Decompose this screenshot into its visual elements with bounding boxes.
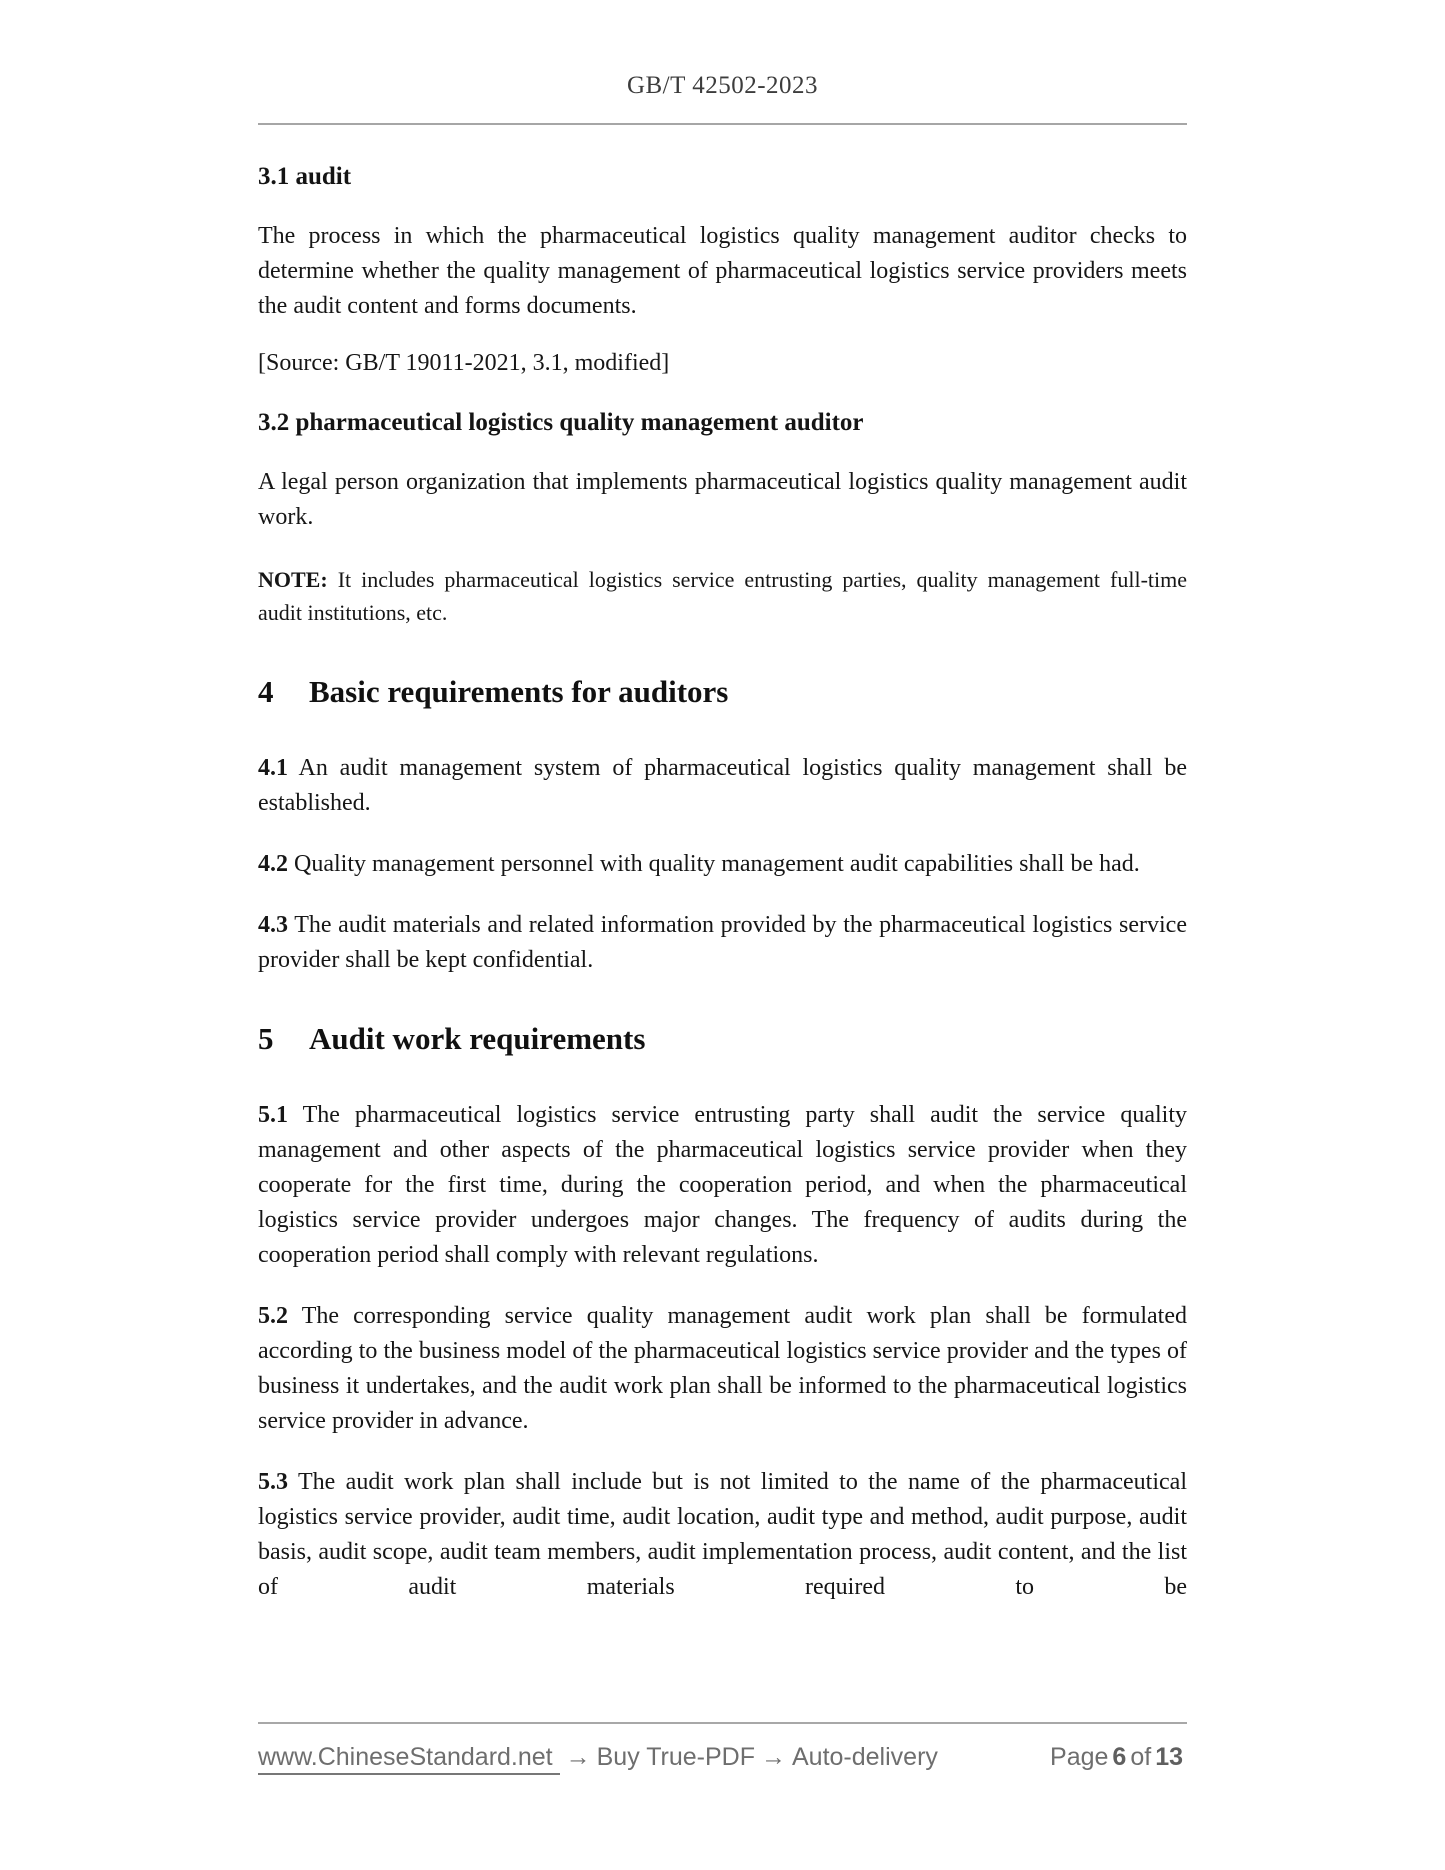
footer-delivery-text: Auto-delivery <box>792 1743 938 1771</box>
page-indicator <box>1050 1741 1187 1773</box>
section-4-number: 4 <box>258 674 274 709</box>
heading-3-2-auditor: 3.2 pharmaceutical logistics quality management auditor <box>258 409 864 436</box>
paragraph-3-1-definition: The process in which the pharmaceutical logistics quality management auditor checks to determine whether the quality management of pharmaceutical logistics service providers meets the audit content and forms documents. <box>258 223 1187 319</box>
clause-5-1-label: 5.1 <box>258 1102 288 1128</box>
clause-5-2-text: The corresponding service quality management audit work plan shall be formulated according to the business model of the pharmaceutical logistics service provider and the types of business it undertakes, and the audit work plan shall be informed to the pharmaceutical logistics service provider in advance. <box>258 1303 1187 1434</box>
header-divider <box>258 123 1187 125</box>
section-5-title: Audit work requirements <box>309 1021 646 1056</box>
clause-4-3-label: 4.3 <box>258 912 288 938</box>
clause-5-3-text: The audit work plan shall include but is not limited to the name of the pharmaceutical logistics service provider, audit time, audit location, audit type and method, audit purpose, audit basis, audit scope, audit team members, audit implementation process, audit content, and the list of audit materials required to be <box>258 1469 1187 1600</box>
note-text: It includes pharmaceutical logistics service entrusting parties, quality management full-time audit institutions, etc. <box>258 567 1187 625</box>
footer-buy-text: Buy True-PDF <box>596 1743 755 1771</box>
clause-4-2-label: 4.2 <box>258 851 288 877</box>
clause-5-3 <box>258 1465 1187 1605</box>
clause-4-1-label: 4.1 <box>258 755 288 781</box>
paragraph-3-2-definition: A legal person organization that implements pharmaceutical logistics quality management audit work. <box>258 469 1187 530</box>
footer-site-link[interactable]: www.ChineseStandard.net <box>258 1741 560 1775</box>
clause-4-1-text: An audit management system of pharmaceutical logistics quality management shall be established. <box>258 755 1187 816</box>
footer-promo-line <box>258 1741 938 1775</box>
clause-4-2 <box>258 847 1187 882</box>
section-4-heading <box>258 671 1187 713</box>
section-5-number: 5 <box>258 1021 274 1056</box>
section-4-title: Basic requirements for auditors <box>309 674 729 709</box>
clause-4-2-text: Quality management personnel with quality management audit capabilities shall be had. <box>294 851 1140 877</box>
clause-5-1 <box>258 1098 1187 1273</box>
clause-5-3-label: 5.3 <box>258 1469 288 1495</box>
clause-4-3 <box>258 908 1187 978</box>
page-label: Page <box>1050 1743 1109 1771</box>
page-header-title: GB/T 42502-2023 <box>626 72 819 99</box>
heading-3-1-audit: 3.1 audit <box>258 163 352 190</box>
total-pages-number: 13 <box>1155 1743 1183 1771</box>
clause-5-1-text: The pharmaceutical logistics service entrusting party shall audit the service quality management and other aspects of the pharmaceutical logistics service provider when they cooperate for the first time, during the cooperation period, and when the pharmaceutical logistics service provider undergoes major changes. The frequency of audits during the cooperation period shall comply with relevant regulations. <box>258 1102 1187 1268</box>
section-5-heading <box>258 1018 1187 1060</box>
note-label: NOTE: <box>258 567 328 592</box>
page-footer <box>258 1722 1187 1775</box>
arrow-icon: → <box>761 1743 786 1771</box>
document-content <box>258 161 1187 1605</box>
note-3-2 <box>258 563 1187 629</box>
clause-4-3-text: The audit materials and related information provided by the pharmaceutical logistics service provider shall be kept confidential. <box>258 912 1187 973</box>
of-label: of <box>1130 1743 1152 1771</box>
source-reference: [Source: GB/T 19011-2021, 3.1, modified] <box>258 350 670 376</box>
arrow-icon: → <box>565 1743 591 1771</box>
clause-5-2 <box>258 1299 1187 1439</box>
clause-4-1 <box>258 751 1187 821</box>
current-page-number: 6 <box>1112 1743 1127 1771</box>
clause-5-2-label: 5.2 <box>258 1303 288 1329</box>
